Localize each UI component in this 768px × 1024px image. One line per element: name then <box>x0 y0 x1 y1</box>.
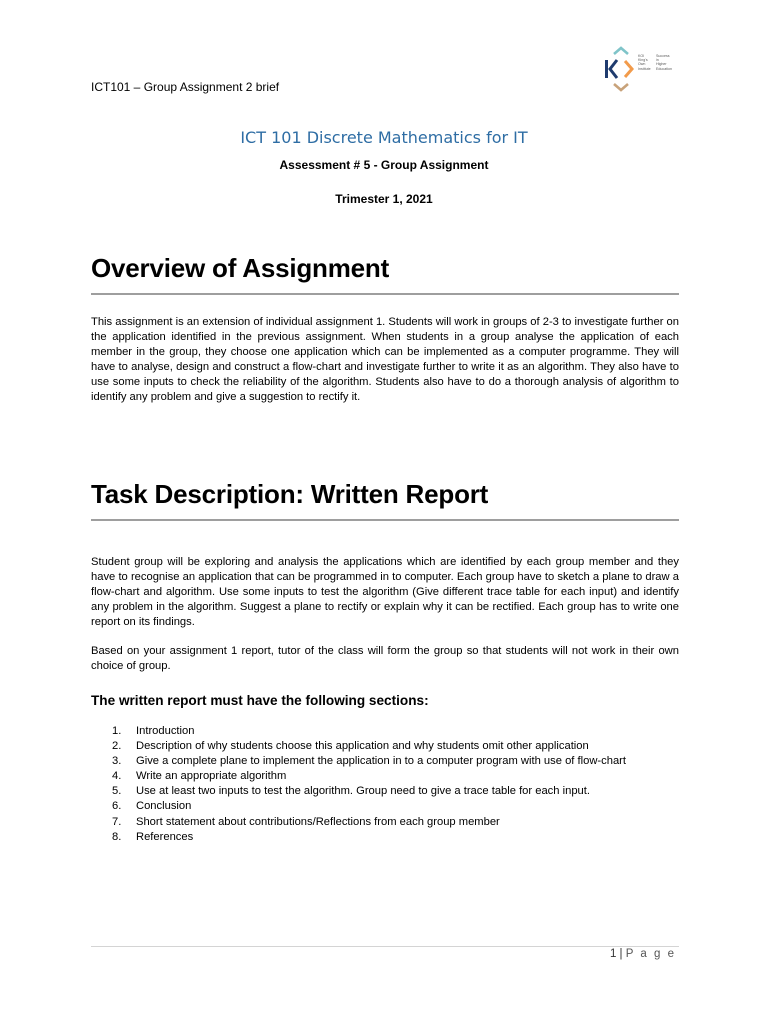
list-item: 3. Give a complete plane to implement the application in to a computer program with use of flow-chart <box>112 755 627 768</box>
list-item: 5. Use at least two inputs to test the algorithm. Group need to give a trace table for each input. <box>112 785 590 798</box>
task-paragraph-2: Based on your assignment 1 report, tutor of the class will form the group so that students will not work in their own choice of group. <box>91 645 679 673</box>
list-item: 4. Write an appropriate algorithm <box>112 770 287 783</box>
report-sections-list <box>112 724 672 845</box>
overview-paragraph: This assignment is an extension of individual assignment 1. Students will work in groups of 2-3 to investigate further on the application identified in the previous assignment. When students in a group analyse the application of each member in the group, they choose one application which can be implemented as a computer programme. They will have to analyse, design and construct a flow-chart and investigate further to write it as an algorithm. They also have to use some inputs to check the reliability of the algorithm. Students also have to do a thorough analysis of algorithm to identify any problem and give a suggestion to rectify it. <box>91 316 679 404</box>
list-item: 8. References <box>112 830 194 843</box>
course-title: ICT 101 Discrete Mathematics for IT <box>240 128 528 147</box>
list-item: 1. Introduction <box>112 725 195 737</box>
overview-heading: Overview of Assignment <box>91 253 390 283</box>
list-item: 6. Conclusion <box>112 800 192 813</box>
overview-divider <box>91 293 679 295</box>
header-course-brief: ICT101 – Group Assignment 2 brief <box>91 80 280 94</box>
footer-divider <box>91 946 679 947</box>
page-number: 1 <box>609 948 617 960</box>
page-separator: | <box>619 948 623 960</box>
sections-heading: The written report must have the following sections: <box>91 693 429 708</box>
task-paragraph-1: Student group will be exploring and analysis the applications which are identified by each group member and they have to recognise an application that can be programmed in to computer. Each group have to sketch a plane to draw a flow-chart and algorithm. Use some inputs to test the algorithm (Give different trace table for each input) and identify any problem in the algorithm. Suggest a plane to rectify or explain why it can be rectified. Each group has to write one report on its findings. <box>91 556 679 629</box>
logo-text-right: Success in Higher Education <box>656 54 672 71</box>
koi-logo-mark-icon <box>600 44 636 94</box>
koi-logo <box>600 44 682 94</box>
list-item: 2. Description of why students choose this application and why students omit other application <box>112 740 589 753</box>
task-divider <box>91 519 679 521</box>
page-footer <box>610 948 676 960</box>
logo-text-left: KOI King's Own Institute <box>638 54 651 71</box>
task-heading: Task Description: Written Report <box>91 479 489 509</box>
trimester-label: Trimester 1, 2021 <box>335 192 433 206</box>
page-label: P a g e <box>625 948 676 960</box>
assessment-title: Assessment # 5 - Group Assignment <box>279 158 489 172</box>
list-item: 7. Short statement about contributions/Reflections from each group member <box>112 815 500 828</box>
